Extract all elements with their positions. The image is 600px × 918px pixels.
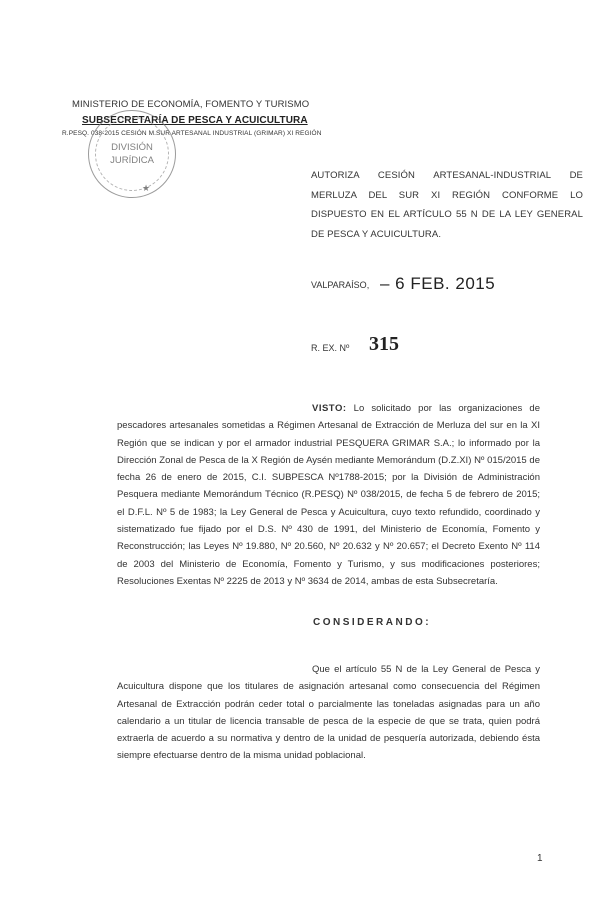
considerando-section <box>117 661 540 765</box>
considerando-text: Que el artículo 55 N de la Ley General de Pesca y Acuicultura dispone que los titulares de asignación artesanal como consecuencia del Régimen Artesanal de Extracción podrán ceder total o parcialmente las toneladas asignadas para un año calendario a un titular de licencia transable de pesca de la especie de que se trata, quien podrá extraerla de acuerdo a su normativa y dentro de la unidad de pesquería autorizada, debiendo ésta siempre efectuarse dentro de la misma unidad poblacional. <box>117 664 540 762</box>
resolution-summary: AUTORIZA CESIÓN ARTESANAL-INDUSTRIAL DE MERLUZA DEL SUR XI REGIÓN CONFORME LO DISPUESTO EN EL ARTÍCULO 55 N DE LA LEY GENERAL DE PESCA Y ACUICULTURA. <box>311 170 583 240</box>
place-label: VALPARAÍSO, <box>311 280 370 290</box>
star-icon: ★ <box>142 183 151 193</box>
subsecretaria-name: SUBSECRETARÍA DE PESCA Y ACUICULTURA <box>82 115 308 126</box>
visto-label: VISTO: <box>312 403 347 414</box>
file-reference: R.PESQ. 038-2015 CESIÓN M.SUR ARTESANAL INDUSTRIAL (GRIMAR) XI REGIÓN <box>62 130 322 137</box>
resolution-number: 315 <box>369 333 399 355</box>
stamp-line-1: DIVISIÓN <box>111 142 153 153</box>
ministry-name: MINISTERIO DE ECONOMÍA, FOMENTO Y TURISMO <box>72 99 310 110</box>
visto-section <box>117 400 540 590</box>
visto-text: Lo solicitado por las organizaciones de pescadores artesanales sometidas a Régimen Artesanal de Extracción de Merluza del sur en la XI Región que se indican y por el armador industrial PESQUERA GRIMAR S.A.; lo informado por la Dirección Zonal de Pesca de la X Región de Aysén mediante Memorándum (D.Z.XI) Nº 015/2015 de fecha 26 de enero de 2015, C.I. SUBPESCA Nº1788-2015; por la División de Administración Pesquera mediante Memorándum Técnico (R.PESQ) Nº 038/2015, de fecha 5 de febrero de 2015; el D.F.L. Nº 5 de 1983; la Ley General de Pesca y Acuicultura, cuyo texto refundido, coordinado y sistematizado fue fijado por el D.S. Nº 430 de 1991, del Ministerio de Economía, Fomento y Reconstrucción; las Leyes Nº 19.880, Nº 20.560, Nº 20.632 y Nº 20.657; el Decreto Exento Nº 114 de 2003 del Ministerio de Economía, Fomento y Turismo, y sus modificaciones posteriores; Resoluciones Exentas Nº 2225 de 2013 y Nº 3634 de 2014, ambas de esta Subsecretaría. <box>117 403 541 587</box>
considerando-heading: CONSIDERANDO: <box>313 617 432 628</box>
date-stamp: – 6 FEB. 2015 <box>380 274 496 293</box>
division-juridica-stamp <box>88 110 176 198</box>
resolution-number-label: R. EX. Nº <box>311 343 350 353</box>
page-number: 1 <box>537 853 543 864</box>
stamp-ring <box>95 117 169 191</box>
stamp-line-2: JURÍDICA <box>110 155 154 166</box>
